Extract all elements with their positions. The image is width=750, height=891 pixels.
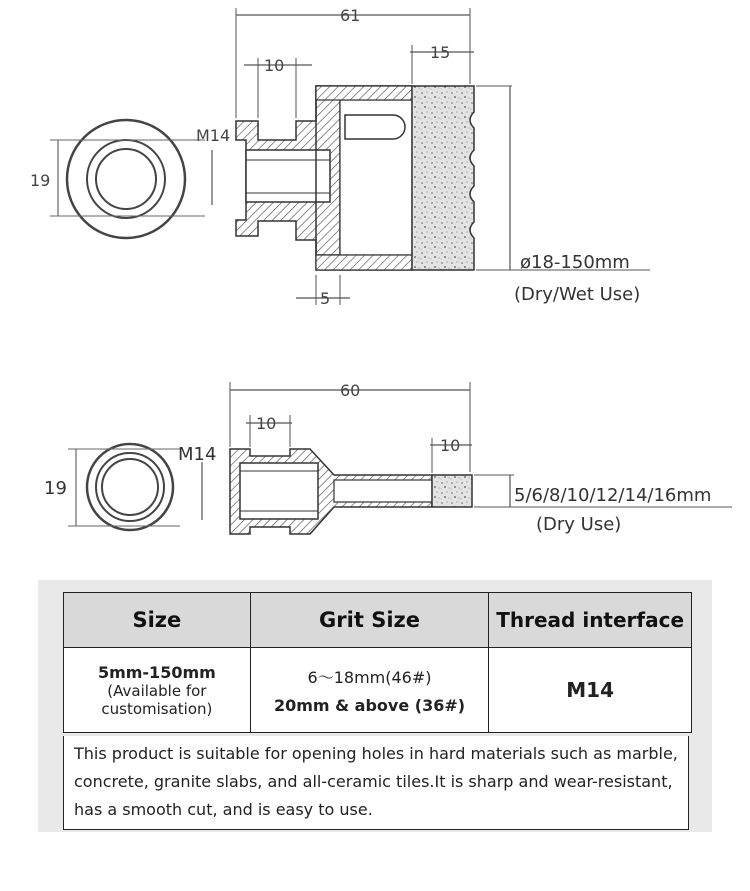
spec-table: [63, 592, 692, 733]
size-note-line2: customisation): [101, 699, 213, 718]
product-description: This product is suitable for opening holes in hard materials such as marble, concrete, granite slabs, and all-ceramic tiles.It is sharp and wear-resistant, has a smooth cut, and is easy to use.: [63, 736, 689, 830]
top-shank-length-label: 10: [264, 56, 285, 75]
size-note-line1: (Available for: [107, 681, 207, 700]
bottom-segment-length-label: 10: [440, 436, 461, 455]
table-row: [64, 648, 692, 733]
header-thread-interface: Thread interface: [489, 593, 692, 648]
cell-grit-size: [250, 648, 489, 733]
top-thread-label: M14: [196, 126, 231, 145]
top-use-note-label: (Dry/Wet Use): [514, 284, 641, 305]
bottom-diameter-range-label: 5/6/8/10/12/14/16mm: [514, 485, 712, 506]
bottom-use-note-label: (Dry Use): [536, 514, 622, 535]
top-end-view: [30, 120, 205, 238]
cell-thread: M14: [489, 648, 692, 733]
bottom-overall-length-label: 60: [340, 381, 361, 400]
header-grit-size: Grit Size: [250, 593, 489, 648]
top-segment-length-label: 15: [430, 43, 451, 62]
top-overall-length-label: 61: [340, 6, 361, 25]
top-bit-section: [196, 6, 650, 308]
bottom-end-view: [44, 444, 180, 530]
top-wall-thickness-label: 5: [320, 289, 331, 308]
header-size: Size: [64, 593, 251, 648]
bottom-side-diameter-label: 19: [44, 478, 67, 499]
bottom-shank-length-label: 10: [256, 414, 277, 433]
top-diameter-range-label: ø18-150mm: [520, 252, 630, 273]
grit-large: 20mm & above (36#): [273, 696, 466, 715]
cell-size: [64, 648, 251, 733]
table-header-row: [64, 593, 692, 648]
size-range: 5mm-150mm: [97, 662, 216, 682]
bottom-bit-section: [178, 381, 732, 535]
grit-small: 6～18mm(46#): [307, 668, 432, 687]
bottom-thread-label: M14: [178, 444, 217, 465]
top-side-diameter-label: 19: [30, 171, 51, 190]
